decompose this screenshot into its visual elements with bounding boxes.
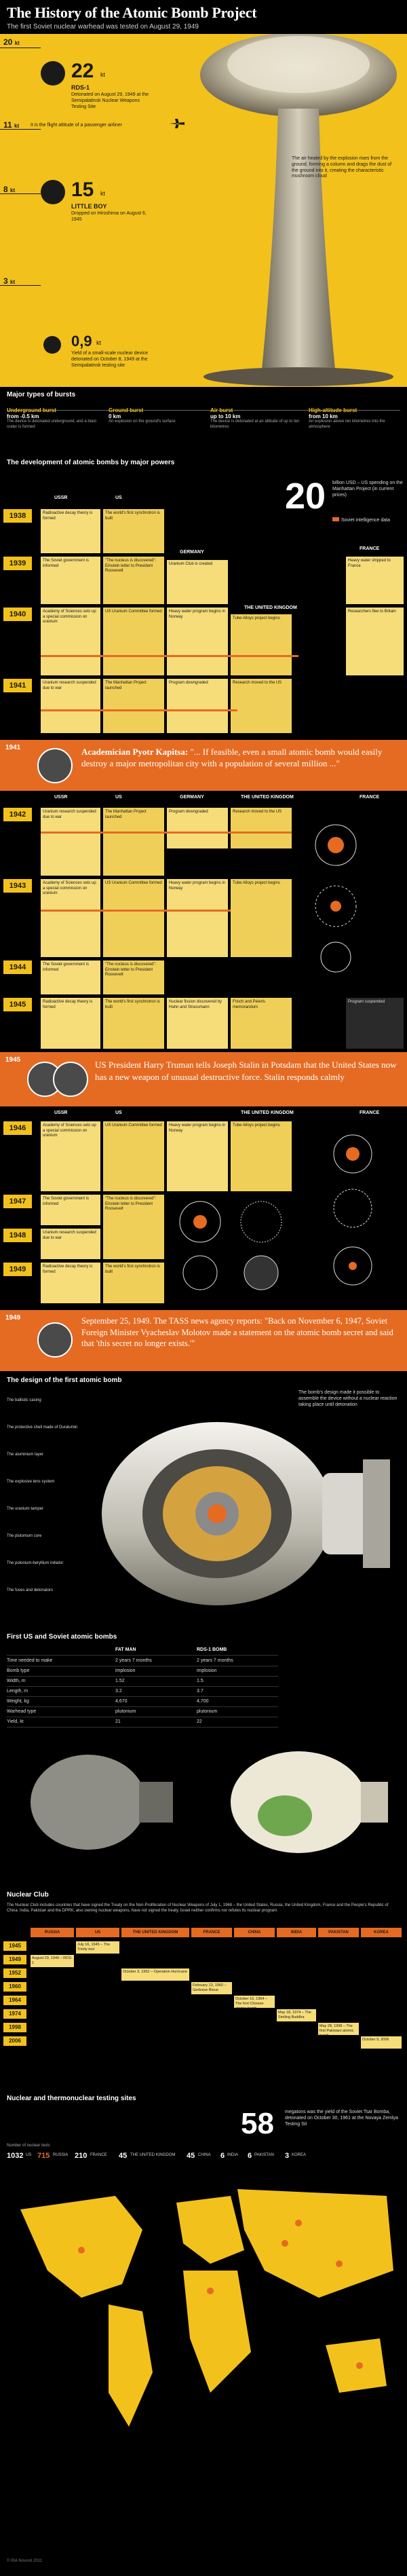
year-label: 1945 bbox=[3, 998, 32, 1011]
section-title: Nuclear Club bbox=[7, 1891, 49, 1899]
table-row: Bomb type implosion implosion bbox=[7, 1666, 278, 1677]
timeline-cell: The Manhattan Project launched bbox=[103, 808, 164, 876]
timeline-cell: The Soviet government is informed bbox=[41, 1195, 100, 1225]
design-label: The fuses and detonators bbox=[7, 1588, 54, 1592]
club-note: October 16, 1964 – The first Chinese atomic bomb bbox=[234, 1996, 275, 2008]
quote-band bbox=[0, 1310, 407, 1371]
section-title: The development of atomic bombs by major powers bbox=[7, 459, 175, 466]
legend-swatch bbox=[332, 517, 339, 521]
test-count: 45 bbox=[187, 2152, 195, 2160]
timeline-cell: Research moved to the US bbox=[231, 679, 292, 733]
first-bombs-section bbox=[0, 1629, 407, 1887]
bomb-desc: Detonated on August 29, 1949 at the Semipalatinsk Nuclear Weapons Testing Site bbox=[71, 92, 149, 109]
club-country: PAKISTAN bbox=[318, 1928, 359, 1937]
timeline-cell: The Soviet government is informed bbox=[41, 960, 100, 994]
club-year: 1964 bbox=[3, 1996, 26, 2005]
quote-text: September 25, 1949. The TASS news agency reports: "Back on November 6, 1947, Soviet Foreign Minister Vyacheslav Molotov made a statement on the atomic bomb secret and said that 'this secret no longer exists.'" bbox=[81, 1316, 393, 1348]
section-title: The design of the first atomic bomb bbox=[7, 1377, 122, 1384]
bomb-unit: kt bbox=[100, 71, 106, 78]
scale-label-8: 8 kt bbox=[3, 185, 16, 194]
timeline-cell: Heavy water shipped to France bbox=[346, 557, 404, 604]
country-header: USSR bbox=[54, 496, 68, 500]
country-header: FRANCE bbox=[360, 795, 380, 800]
club-year: 1998 bbox=[3, 2023, 26, 2032]
quote-year: 1941 bbox=[5, 744, 21, 751]
club-country: CHINA bbox=[234, 1928, 275, 1937]
year-label: 1941 bbox=[3, 679, 32, 692]
burst-types-section bbox=[0, 387, 407, 455]
club-intro: The Nuclear Club includes countries that have signed the Treaty on the Non-Proliferation of Nuclear Weapons of July 1, 1968 – the United States, Russia, the United Kingdom, France and the People's Republic of China. India, Pakistan and the DPRK, also owning nuclear weapons, have not signed the treaty. Israel neither confirms nor refutes its nuclear program. bbox=[7, 1903, 389, 1913]
bomb-icon bbox=[41, 180, 65, 204]
bomb-desc: Yield of a small-scale nuclear device detonated on October 8, 1949 at the Semipalatinsk testing site bbox=[71, 351, 148, 368]
timeline-cell: Academy of Sciences sets up a special commission on uranium bbox=[41, 879, 100, 957]
timeline-cell: Heavy water program begins in Norway bbox=[167, 608, 228, 675]
portrait-avatar bbox=[37, 748, 73, 783]
burst-underground: Underground burst from -0.5 km The device is detonated underground, and a blast crater is formed bbox=[7, 407, 97, 429]
burst-high-altitude: High-altitude burst from 10 km An explosion above ten kilometres into the atmosphere bbox=[309, 407, 385, 429]
club-note: February 13, 1960 – Gerboise Bleue bbox=[191, 1982, 232, 1994]
timeline-cell: The Soviet government is informed bbox=[41, 557, 100, 604]
design-label: The plutonium core bbox=[7, 1534, 42, 1538]
bomb-photos-illustration bbox=[14, 1734, 393, 1880]
testing-sites-section bbox=[0, 2091, 407, 2576]
timeline-cell: US Uranium Committee formed bbox=[103, 1121, 164, 1191]
table-row: Width, m 1.52 1.5 bbox=[7, 1677, 278, 1687]
scale-label-11: 11 kt bbox=[3, 120, 20, 130]
design-label: The polonium-beryllium initiator bbox=[7, 1561, 64, 1565]
table-row: Length, m 3.2 3.7 bbox=[7, 1687, 278, 1697]
year-label: 1949 bbox=[3, 1263, 32, 1276]
design-label: The protective shell made of Duralumin bbox=[7, 1425, 78, 1430]
tests-legend: Number of nuclear tests bbox=[7, 2144, 50, 2148]
club-note: August 29, 1949 – RDS-1 bbox=[31, 1955, 74, 1967]
year-label: 1948 bbox=[3, 1229, 32, 1242]
year-label: 1943 bbox=[3, 879, 32, 893]
quote-band bbox=[0, 740, 407, 791]
test-country: KOREA bbox=[292, 2153, 307, 2157]
intelligence-arrow bbox=[41, 709, 237, 711]
timeline-cell: "The nucleus is discovered": Einstein letter to President Roosevelt bbox=[103, 960, 164, 994]
timeline-cell: Radioactive decay theory is formed bbox=[41, 998, 100, 1049]
development-section-3 bbox=[0, 1106, 407, 1310]
design-label: The ballistic casing bbox=[7, 1398, 41, 1402]
club-year: 1945 bbox=[3, 1941, 26, 1951]
intelligence-arrow bbox=[41, 655, 298, 657]
timeline-cell: Heavy water program begins in Norway bbox=[167, 1121, 228, 1191]
bomb-icon bbox=[43, 336, 61, 354]
timeline-cell: Uranium Club is created bbox=[167, 560, 228, 604]
timeline-cell: Radioactive decay theory is formed bbox=[41, 509, 100, 553]
lens-diagram bbox=[170, 1195, 292, 1303]
club-year: 2006 bbox=[3, 2036, 26, 2046]
quote-text: US President Harry Truman tells Joseph Stalin in Potsdam that the United States now has a new weapon of unusual destructive force. Stalin responds calmly bbox=[95, 1060, 397, 1082]
implosion-diagram bbox=[298, 811, 400, 981]
bomb-unit: kt bbox=[100, 190, 106, 197]
intelligence-arrow bbox=[41, 832, 292, 834]
club-note: July 16, 1945 – The Trinity test bbox=[76, 1941, 119, 1954]
country-header: US bbox=[115, 1110, 122, 1115]
club-note: October 9, 2006 bbox=[361, 2036, 402, 2049]
table-header-row: FAT MAN RDS-1 BOMB bbox=[7, 1645, 278, 1656]
country-header: FRANCE bbox=[360, 546, 380, 551]
timeline-cell: Tube Alloys project begins bbox=[231, 614, 292, 675]
timeline-cell: Uranium research suspended due to war bbox=[41, 679, 100, 733]
test-country: RUSSIA bbox=[53, 2153, 69, 2157]
quote-text: Academician Pyotr Kapitsa: "... If feasible, even a small atomic bomb would easily destroy a major metropolitan city with a population of several million ..." bbox=[81, 747, 383, 768]
timeline-cell: Uranium research suspended due to war bbox=[41, 808, 100, 876]
bomb-yield: 0,9 bbox=[71, 333, 92, 350]
club-note: October 3, 1952 – Operation Hurricane bbox=[121, 1968, 189, 1981]
timeline-cell: Program downgraded bbox=[167, 679, 228, 733]
test-country: CHINA bbox=[198, 2153, 211, 2157]
mushroom-cloud-illustration bbox=[197, 34, 407, 387]
scale-label-3: 3 kt bbox=[3, 276, 16, 286]
year-label: 1942 bbox=[3, 808, 32, 821]
design-intro: The bomb's design made it possible to assemble the device without a nuclear reaction taking place until detonation bbox=[298, 1390, 398, 1407]
timeline-cell: Tube Alloys project begins bbox=[231, 1121, 292, 1191]
footer-credit: © RIA Novosti 2011 bbox=[7, 2559, 43, 2563]
airplane-icon bbox=[170, 119, 185, 128]
test-country: PAKISTAN bbox=[254, 2153, 274, 2157]
legend-soviet: Soviet intelligence data bbox=[332, 517, 390, 524]
design-label: The explosive lens system bbox=[7, 1480, 55, 1484]
country-header: GERMANY bbox=[180, 550, 204, 555]
test-country: THE UNITED KINGDOM bbox=[130, 2153, 176, 2157]
bomb-name: LITTLE BOY bbox=[71, 203, 107, 210]
development-section bbox=[0, 455, 407, 740]
year-label: 1938 bbox=[3, 509, 32, 523]
burst-air: Air burst up to 10 km The device is detonated at an altitude of up to ten kilometres bbox=[210, 407, 300, 429]
club-year: 1960 bbox=[3, 1982, 26, 1992]
nuclear-club-section bbox=[0, 1887, 407, 2091]
design-section bbox=[0, 1371, 407, 1629]
section-title: Major types of bursts bbox=[7, 391, 76, 398]
table-row: Weight, kg 4,670 4,700 bbox=[7, 1697, 278, 1707]
timeline-cell: Researchers flee to Britain bbox=[346, 608, 404, 675]
scale-label-20: 20 kt bbox=[3, 37, 20, 47]
bomb-cutaway-illustration bbox=[95, 1398, 400, 1622]
test-count: 210 bbox=[75, 2152, 88, 2160]
world-map bbox=[7, 2169, 400, 2488]
club-country: INDIA bbox=[277, 1928, 316, 1937]
bomb-yield: 22 bbox=[71, 60, 94, 82]
country-header: US bbox=[115, 496, 122, 500]
bomb-unit: kt bbox=[96, 339, 102, 346]
altitude-note: It is the flight altitude of a passenger airliner bbox=[31, 123, 123, 128]
portrait-avatar bbox=[53, 1062, 88, 1097]
test-country: US bbox=[26, 2153, 32, 2157]
country-header: THE UNITED KINGDOM bbox=[241, 795, 294, 800]
timeline-cell: US Uranium Committee formed bbox=[103, 879, 164, 957]
year-label: 1939 bbox=[3, 557, 32, 570]
timeline-cell: Program suspended bbox=[346, 998, 404, 1049]
country-header: FRANCE bbox=[360, 1110, 380, 1115]
bomb-name: RDS-1 bbox=[71, 84, 90, 91]
section-title: First US and Soviet atomic bombs bbox=[7, 1633, 117, 1641]
timeline-cell: Academy of Sciences sets up a special commission on uranium bbox=[41, 1121, 100, 1191]
club-country: KOREA bbox=[361, 1928, 402, 1937]
country-header: USSR bbox=[54, 795, 68, 800]
test-count: 1032 bbox=[7, 2152, 24, 2160]
timeline-cell: "The nucleus is discovered": Einstein letter to President Roosevelt bbox=[103, 1195, 164, 1259]
bomb-yield: 15 bbox=[71, 179, 94, 201]
hero-section bbox=[0, 34, 407, 387]
year-label: 1947 bbox=[3, 1195, 32, 1208]
timeline-cell: "The nucleus is discovered": Einstein letter to President Roosevelt bbox=[103, 557, 164, 604]
timeline-cell: Radioactive decay theory is formed bbox=[41, 1263, 100, 1303]
test-count: 715 bbox=[37, 2152, 50, 2160]
country-header: US bbox=[115, 795, 122, 800]
club-note: May 18, 1974 – The Smiling Buddha bbox=[277, 2009, 316, 2021]
year-label: 1944 bbox=[3, 960, 32, 974]
test-country: FRANCE bbox=[90, 2153, 107, 2157]
timeline-cell: Tube Alloys project begins bbox=[231, 879, 292, 957]
development-section-2 bbox=[0, 791, 407, 1052]
table-row: Yield, kt 21 22 bbox=[7, 1717, 278, 1728]
header bbox=[0, 0, 407, 34]
timeline-cell: The Manhattan Project launched bbox=[103, 679, 164, 733]
mushroom-note: The air heated by the explosion rises from the ground, forming a column and drags the dust of the ground into it, creating the characteristic mushroom cloud bbox=[292, 156, 392, 179]
quote-year: 1949 bbox=[5, 1314, 21, 1322]
big-number-caption: megatons was the yield of the Soviet Tsar Bomba, detonated on October 30, 1961 at the Novaya Zemlya Testing Sit bbox=[285, 2110, 398, 2127]
table-row: Time needed to make 2 years 7 months 2 years 7 months bbox=[7, 1656, 278, 1666]
club-year: 1949 bbox=[3, 1955, 26, 1964]
big-number: 20 bbox=[285, 476, 326, 517]
design-label: The aluminium layer bbox=[7, 1453, 44, 1457]
country-header: USSR bbox=[54, 1110, 68, 1115]
bomb-icon bbox=[41, 61, 65, 86]
section-title: Nuclear and thermonuclear testing sites bbox=[7, 2095, 136, 2102]
timeline-cell: Frisch and Peierls memorandum bbox=[231, 998, 292, 1049]
test-country: INDIA bbox=[227, 2153, 239, 2157]
club-note: May 28, 1998 – The first Pakistani atomic bomb bbox=[318, 2023, 359, 2035]
timeline-cell: US Uranium Committee formed bbox=[103, 608, 164, 675]
core-diagram bbox=[302, 1127, 404, 1303]
test-count: 6 bbox=[220, 2152, 225, 2160]
test-count: 6 bbox=[248, 2152, 252, 2160]
club-year: 1974 bbox=[3, 2009, 26, 2019]
page-subtitle: The first Soviet nuclear warhead was tested on August 29, 1949 bbox=[7, 23, 199, 31]
timeline-cell: The world's first synchrotron is built bbox=[103, 1263, 164, 1303]
portrait-avatar bbox=[37, 1322, 73, 1358]
club-country: US bbox=[76, 1928, 119, 1937]
test-count: 45 bbox=[119, 2152, 128, 2160]
timeline-cell: Academy of Sciences sets up a special commission on uranium bbox=[41, 608, 100, 675]
timeline-cell: The world's first synchrotron is built bbox=[103, 998, 164, 1049]
club-country: THE UNITED KINGDOM bbox=[121, 1928, 189, 1937]
timeline-cell: The world's first synchrotron is built bbox=[103, 509, 164, 553]
intelligence-arrow bbox=[41, 910, 231, 912]
design-label: The uranium tamper bbox=[7, 1507, 44, 1511]
burst-ground: Ground burst 0 km An explosion on the ground's surface bbox=[109, 407, 176, 424]
big-number-caption: billion USD – US spending on the Manhattan Project (in current prices) bbox=[332, 481, 403, 498]
club-country: FRANCE bbox=[191, 1928, 232, 1937]
bomb-desc: Dropped on Hiroshima on August 6, 1945 bbox=[71, 211, 147, 222]
quote-band bbox=[0, 1052, 407, 1106]
year-label: 1946 bbox=[3, 1121, 32, 1135]
country-header: THE UNITED KINGDOM bbox=[241, 1110, 294, 1115]
country-header: GERMANY bbox=[180, 795, 204, 800]
timeline-cell: Nuclear fission discovered by Hahn and Strassmann bbox=[167, 998, 228, 1049]
timeline-cell: Uranium research suspended due to war bbox=[41, 1229, 100, 1259]
big-number: 58 bbox=[241, 2107, 274, 2140]
timeline-cell: Research moved to the US bbox=[231, 808, 292, 848]
timeline-cell: Program downgraded bbox=[167, 808, 228, 848]
club-country: RUSSIA bbox=[31, 1928, 74, 1937]
club-year: 1952 bbox=[3, 1968, 26, 1978]
test-count: 3 bbox=[285, 2152, 290, 2160]
page-title: The History of the Atomic Bomb Project bbox=[7, 4, 257, 21]
year-label: 1940 bbox=[3, 608, 32, 621]
country-header: THE UNITED KINGDOM bbox=[244, 605, 297, 610]
quote-year: 1945 bbox=[5, 1056, 21, 1064]
table-row: Warhead type plutonium plutonium bbox=[7, 1707, 278, 1717]
timeline-cell: Heavy water program begins in Norway bbox=[167, 879, 228, 957]
